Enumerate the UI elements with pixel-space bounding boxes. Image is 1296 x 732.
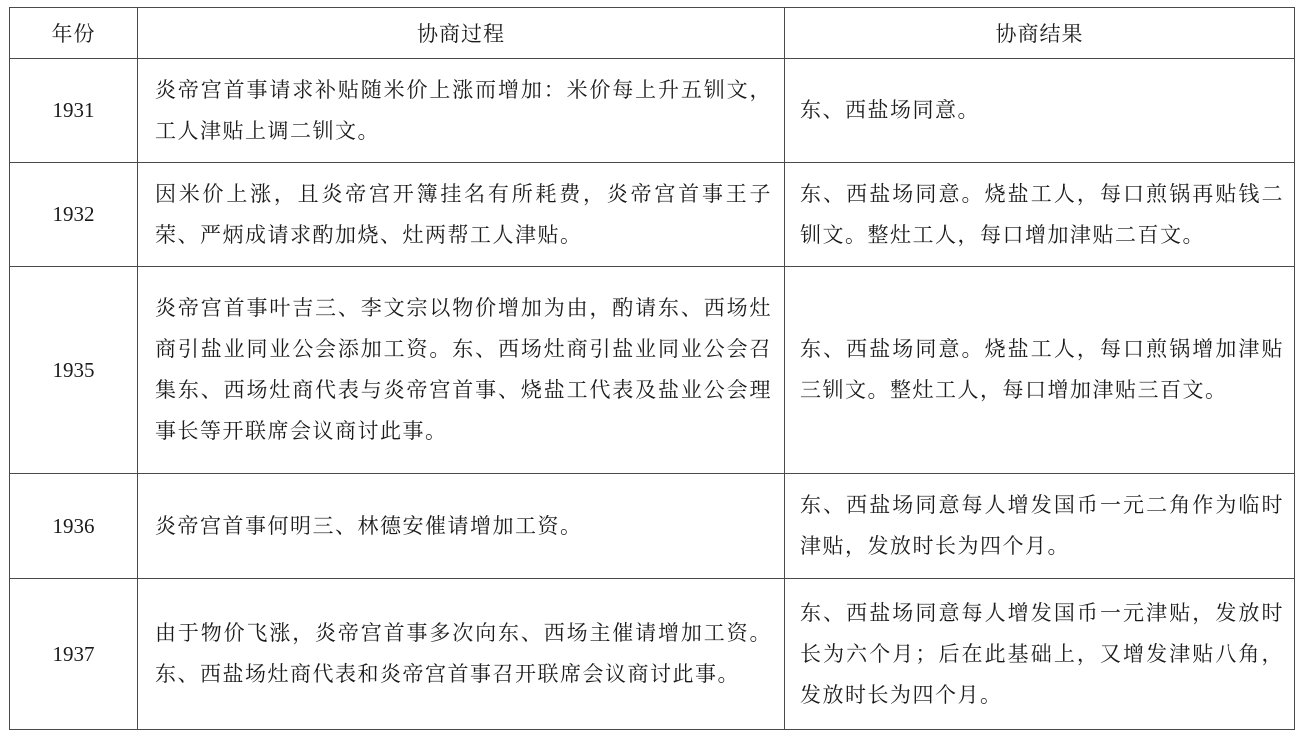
process-cell: 炎帝宫首事请求补贴随米价上涨而增加：米价每上升五钏文，工人津贴上调二钏文。 [138, 59, 785, 163]
table-row [10, 59, 1295, 163]
header-row [10, 8, 1295, 59]
result-cell: 东、西盐场同意。烧盐工人，每口煎锅增加津贴三钏文。整灶工人，每口增加津贴三百文。 [785, 267, 1295, 474]
process-cell: 炎帝宫首事叶吉三、李文宗以物价增加为由，酌请东、西场灶商引盐业同业公会添加工资。东、西场灶商引盐业同业公会召集东、西场灶商代表与炎帝宫首事、烧盐工代表及盐业公会理事长等开联席会议商讨此事。 [138, 267, 785, 474]
table-body [10, 59, 1295, 730]
table-row [10, 474, 1295, 579]
process-cell: 炎帝宫首事何明三、林德安催请增加工资。 [138, 474, 785, 579]
table-row [10, 163, 1295, 267]
negotiation-table [9, 7, 1295, 730]
process-cell: 由于物价飞涨，炎帝宫首事多次向东、西场主催请增加工资。东、西盐场灶商代表和炎帝宫首事召开联席会议商讨此事。 [138, 579, 785, 730]
result-cell: 东、西盐场同意每人增发国币一元津贴，发放时长为六个月；后在此基础上，又增发津贴八角，发放时长为四个月。 [785, 579, 1295, 730]
result-cell: 东、西盐场同意每人增发国币一元二角作为临时津贴，发放时长为四个月。 [785, 474, 1295, 579]
year-cell: 1931 [10, 59, 138, 163]
year-cell: 1935 [10, 267, 138, 474]
process-cell: 因米价上涨，且炎帝宫开簿挂名有所耗费，炎帝宫首事王子荣、严炳成请求酌加烧、灶两帮工人津贴。 [138, 163, 785, 267]
year-cell: 1937 [10, 579, 138, 730]
header-year: 年份 [10, 8, 138, 59]
result-cell: 东、西盐场同意。 [785, 59, 1295, 163]
table-header [10, 8, 1295, 59]
result-cell: 东、西盐场同意。烧盐工人，每口煎锅再贴钱二钏文。整灶工人，每口增加津贴二百文。 [785, 163, 1295, 267]
header-process: 协商过程 [138, 8, 785, 59]
year-cell: 1932 [10, 163, 138, 267]
year-cell: 1936 [10, 474, 138, 579]
header-result: 协商结果 [785, 8, 1295, 59]
table-row [10, 579, 1295, 730]
table-row [10, 267, 1295, 474]
